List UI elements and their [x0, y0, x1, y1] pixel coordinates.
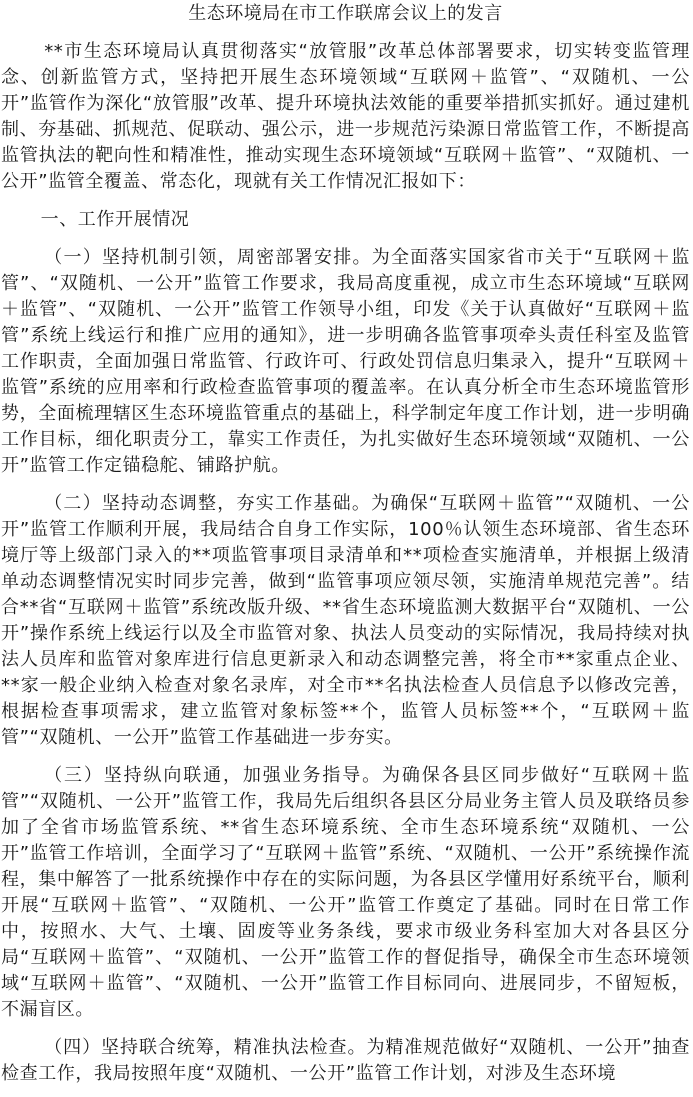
paragraph-4: （四）坚持联合统筹，精准执法检查。为精准规范做好“双随机、一公开”抽查检查工作，我局按照年度“双随机、一公开”监管工作计划，对涉及生态环境	[1, 1037, 690, 1084]
section-heading: 一、工作开展情况	[40, 209, 190, 230]
paragraph-3: （三）坚持纵向联通，加强业务指导。为确保各县区同步做好“互联网＋监管”“双随机、一公开”监管工作，我局先后组织各县区分局业务主管人员及联络员参加了全省市场监管系统、**省生态环境系统、全市生态环境系统“双随机、一公开”监管工作培训，全面学习了“互联网＋监管”系统、“双随机、一公开”系统操作流程，集中解答了一批系统操作中存在的实际问题，为各县区学懂用好系统平台，顺利开展“互联网＋监管”、“双随机、一公开”监管工作奠定了基础。同时在日常工作中，按照水、大气、土壤、固废等业务条线，要求市级业务科室加大对各县区分局“互联网＋监管”、“双随机、一公开”监管工作的督促指导，确保全市生态环境领域“互联网＋监管”、“双随机、一公开”监管工作目标同向、进展同步，不留短板，不漏盲区。	[1, 765, 690, 1020]
document-title: 生态环境局在市工作联席会议上的发言	[188, 3, 503, 24]
intro-paragraph: **市生态环境局认真贯彻落实“放管服”改革总体部署要求，切实转变监管理念、创新监管方式，坚持把开展生态环境领域“互联网＋监管”、“双随机、一公开”监管作为深化“放管服”改革、提升环境执法效能的重要举措抓实抓好。通过建机制、夯基础、抓规范、促联动、强公示，进一步规范污染源日常监管工作，不断提高监管执法的靶向性和精准性，推动实现生态环境领域“互联网＋监管”、“双随机、一公开”监管全覆盖、常态化，现就有关工作情况汇报如下：	[1, 41, 690, 192]
paragraph-2: （二）坚持动态调整，夯实工作基础。为确保“互联网＋监管”“双随机、一公开”监管工作顺利开展，我局结合自身工作实际，100％认领生态环境部、省生态环境厅等上级部门录入的**项监管事项目录清单和**项检查实施清单，并根据上级清单动态调整情况实时同步完善，做到“监管事项应领尽领，实施清单规范完善”。结合**省“互联网＋监管”系统改版升级、**省生态环境监测大数据平台“双随机、一公开”操作系统上线运行以及全市监管对象、执法人员变动的实际情况，我局持续对执法人员库和监管对象库进行信息更新录入和动态调整完善，将全市**家重点企业、**家一般企业纳入检查对象名录库，对全市**名执法检查人员信息予以修改完善，根据检查事项需求，建立监管对象标签**个，监管人员标签**个，“互联网＋监管”“双随机、一公开”监管工作基础进一步夯实。	[1, 493, 690, 748]
paragraph-1: （一）坚持机制引领，周密部署安排。为全面落实国家省市关于“互联网＋监管”、“双随机、一公开”监管工作要求，我局高度重视，成立市生态环境域“互联网＋监管”、“双随机、一公开”监管工作领导小组，印发《关于认真做好“互联网＋监管”系统上线运行和推广应用的通知》，进一步明确各监管事项牵头责任科室及监管工作职责，全面加强日常监管、行政许可、行政处罚信息归集录入，提升“互联网＋监管”系统的应用率和行政检查监管事项的覆盖率。在认真分析全市生态环境监管形势，全面梳理辖区生态环境监管重点的基础上，科学制定年度工作计划，进一步明确工作目标，细化职责分工，靠实工作责任，为扎实做好生态环境领域“双随机、一公开”监管工作定锚稳舵、铺路护航。	[1, 247, 690, 476]
